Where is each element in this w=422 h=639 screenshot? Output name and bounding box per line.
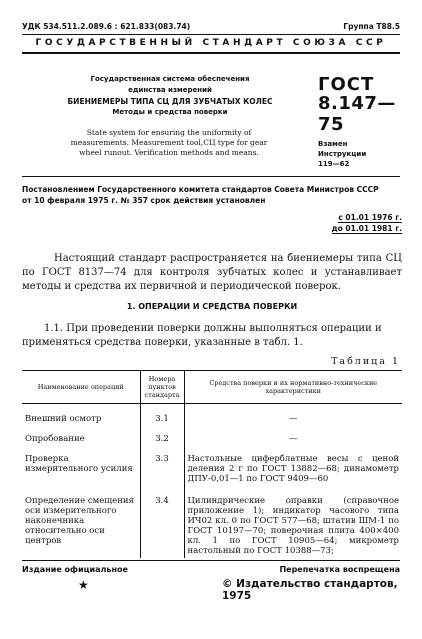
- date-from: с 01.01 1976 г.: [338, 213, 402, 222]
- paragraph-1-1: 1.1. При проведении поверки должны выполняться операции и применяться средства поверки, указанные в табл. 1.: [22, 323, 382, 348]
- replaces-note: [318, 139, 402, 169]
- row-operation: Проверка измерительного усилия: [25, 454, 133, 474]
- validity-dates: [320, 212, 402, 234]
- table-row: [22, 426, 402, 446]
- decree-text: [22, 184, 402, 206]
- row-operation: Определение смещения оси измерительного наконечника относительно оси центров: [25, 496, 134, 546]
- row-means: —: [289, 414, 298, 424]
- footer-divider: [22, 560, 400, 561]
- group-code: Группа Т88.5: [343, 22, 400, 31]
- table-caption: Таблица 1: [331, 356, 400, 367]
- section-1-title: 1. ОПЕРАЦИИ И СРЕДСТВА ПОВЕРКИ: [126, 302, 298, 311]
- gost-number: 8.147—75: [318, 93, 396, 135]
- title-main: БИЕНИЕМЕРЫ ТИПА СЦ ДЛЯ ЗУБЧАТЫХ КОЛЕС: [67, 97, 273, 106]
- replaces-line-1: Взамен: [318, 140, 348, 148]
- intro-paragraph: Настоящий стандарт распространяется на биениемеры типа СЦ по ГОСТ 8137—74 для контроля зубчатых колес и устанавливает методы и средства их первичной и периодической поверок.: [22, 253, 402, 292]
- row-means: Настольные циферблатные весы с ценой деления 2 г по ГОСТ 13882—68; динамометр ДПУ-0,01—1 по ГОСТ 9409—60: [187, 454, 399, 484]
- title-subtitle: Методы и средства поверки: [112, 108, 228, 116]
- decree-line-2: от 10 февраля 1975 г. № 357 срок действия установлен: [22, 196, 266, 205]
- reprint-notice: Перепечатка воспрещена: [279, 565, 400, 574]
- date-to: до 01.01 1981 г.: [331, 224, 402, 233]
- row-means: —: [289, 434, 298, 444]
- row-clause: 3.1: [140, 404, 184, 427]
- table-row: [22, 486, 402, 558]
- replaces-line-3: 119—62: [318, 160, 350, 168]
- row-operation: Внешний осмотр: [25, 414, 102, 424]
- title-line-1: Государственная система обеспечения: [90, 75, 250, 83]
- english-line-1: State system for ensuring the uniformity of: [86, 128, 252, 137]
- gost-label: ГОСТ: [318, 74, 375, 95]
- row-clause: 3.4: [140, 486, 184, 558]
- decree-divider: [22, 176, 400, 177]
- header-clause-number: Номера пунктов стандарта: [140, 371, 184, 404]
- udk-code: УДК 534.511.2.089.6 : 621.833(083.74): [22, 22, 191, 31]
- operations-table: [22, 370, 402, 558]
- english-line-3: wheel runout. Verification methods and means.: [79, 148, 259, 157]
- top-divider: [22, 34, 400, 35]
- row-clause: 3.2: [140, 426, 184, 446]
- replaces-line-2: Инструкции: [318, 150, 367, 158]
- header-means: Средства поверки и их нормативно-технические характеристики: [184, 371, 402, 404]
- banner-divider: [22, 52, 400, 54]
- copyright: © Издательство стандартов, 1975: [222, 578, 398, 602]
- row-clause: 3.3: [140, 446, 184, 486]
- english-title: [55, 128, 283, 158]
- row-means: Цилиндрические оправки (справочное приложение 1); индикатор часового типа ИЧ02 кл. 0 по ГОСТ 577—68; штатив ШМ-1 по ГОСТ 10197—70; поверочная плита 400×400 кл. 1 по ГОСТ 10905—64; микрометр настольный по ГОСТ 10388—73;: [187, 496, 399, 556]
- title-block: [60, 74, 280, 118]
- gost-block: [318, 74, 402, 169]
- english-line-2: measurements. Measurement tool,СЦ type for gear: [70, 138, 268, 147]
- official-edition: Издание официальное: [22, 565, 128, 574]
- standard-banner: ГОСУДАРСТВЕННЫЙ СТАНДАРТ СОЮЗА ССР: [35, 38, 387, 48]
- title-line-2: единства измерений: [128, 86, 212, 94]
- table-row: [22, 404, 402, 427]
- table-row: [22, 446, 402, 486]
- row-operation: Опробование: [25, 434, 85, 444]
- decree-line-1: Постановлением Государственного комитета стандартов Совета Министров СССР: [22, 185, 379, 194]
- table-header-row: [22, 371, 402, 404]
- header-operation: Наименование операций: [22, 371, 140, 404]
- star-icon: ★: [78, 578, 89, 592]
